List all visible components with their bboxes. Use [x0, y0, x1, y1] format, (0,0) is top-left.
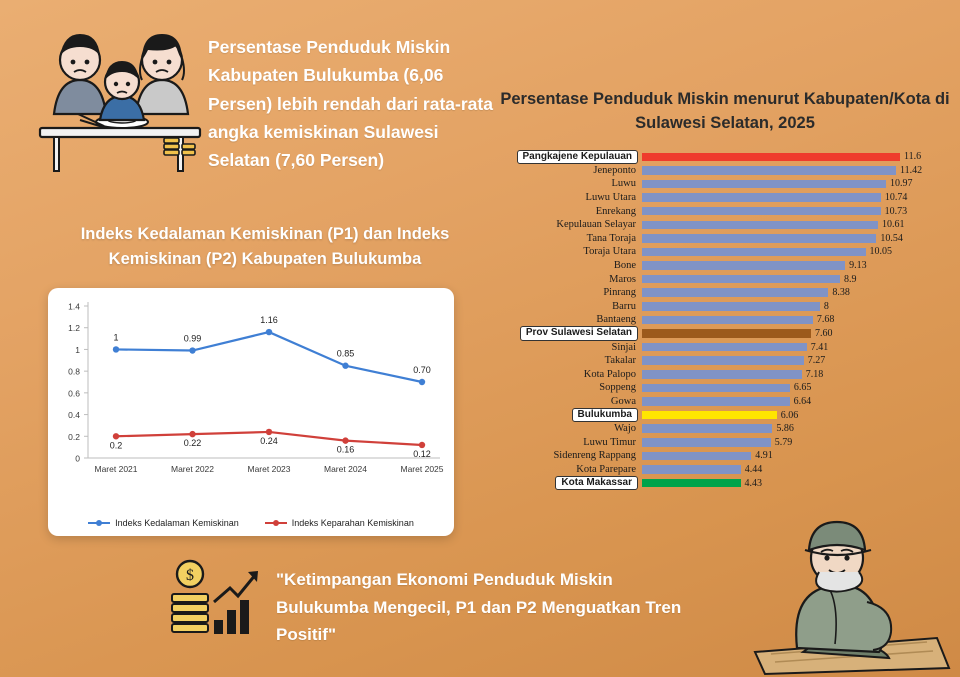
- bar-row: [490, 368, 950, 382]
- svg-text:$: $: [186, 567, 194, 584]
- data-point: [342, 363, 348, 369]
- bar-track: [642, 396, 950, 407]
- bar: [642, 411, 777, 420]
- bar-category-label: Bone: [613, 260, 636, 272]
- bar: [642, 302, 820, 311]
- bar-label-wrap: [490, 165, 642, 176]
- bar-label-wrap: [490, 219, 642, 230]
- bar-value-label: 10.74: [884, 192, 908, 204]
- bar-value-label: 4.44: [744, 463, 763, 475]
- bar-row: [490, 327, 950, 341]
- bar-label-wrap: [490, 206, 642, 217]
- bar-value-label: 7.27: [807, 355, 826, 367]
- bar-track: [642, 178, 950, 189]
- bar-track: [642, 342, 950, 353]
- bar-value-label: 8.9: [843, 273, 857, 285]
- left-chart-title: Indeks Kedalaman Kemiskinan (P1) dan Indeks Kemiskinan (P2) Kabupaten Bulukumba: [80, 225, 450, 268]
- x-tick-label: Maret 2021: [94, 464, 138, 474]
- bar-category-label: Luwu Timur: [583, 436, 636, 448]
- bar-category-label: Kota Makassar: [555, 476, 638, 491]
- bar-category-label: Toraja Utara: [583, 246, 636, 258]
- family-illustration: [18, 10, 218, 190]
- bar-label-wrap: [490, 369, 642, 380]
- data-point: [266, 429, 272, 435]
- bar-value-label: 10.97: [889, 178, 913, 190]
- data-label: 0.24: [260, 435, 278, 446]
- bar-row: [490, 245, 950, 259]
- bar: [642, 166, 896, 175]
- y-tick-label: 1.2: [68, 323, 80, 334]
- right-chart-title: Persentase Penduduk Miskin menurut Kabupaten/Kota di Sulawesi Selatan, 2025: [500, 90, 950, 132]
- bar-row: [490, 449, 950, 463]
- legend-swatch-p2: [265, 522, 287, 524]
- bar-value-label: 6.06: [780, 409, 799, 421]
- bar-value-label: 5.86: [776, 423, 794, 435]
- bar: [642, 452, 751, 461]
- bar: [642, 465, 741, 474]
- bar: [642, 193, 881, 202]
- bar-value-label: 6.64: [793, 395, 812, 407]
- bar-track: [642, 450, 950, 461]
- bar-category-label: Jeneponto: [593, 164, 636, 176]
- bar-value-label: 7.60: [815, 328, 833, 340]
- bar-category-label: Wajo: [614, 423, 636, 435]
- bar-label-wrap: [490, 260, 642, 271]
- bar-label-wrap: [490, 476, 642, 491]
- bar-row: [490, 463, 950, 477]
- bar: [642, 343, 807, 352]
- bar-row: [490, 191, 950, 205]
- bar-category-label: Tana Toraja: [586, 232, 636, 244]
- bar-track: [642, 301, 950, 312]
- bar-category-label: Bantaeng: [596, 314, 636, 326]
- bar-track: [642, 192, 950, 203]
- bar-label-wrap: [490, 355, 642, 366]
- bar-label-wrap: [490, 382, 642, 393]
- bar-category-label: Pangkajene Kepulauan: [517, 150, 638, 165]
- bar-value-label: 6.65: [793, 382, 812, 394]
- bar-value-label: 9.13: [849, 260, 867, 272]
- bar-value-label: 8: [823, 300, 829, 312]
- bar-label-wrap: [490, 178, 642, 189]
- bar: [642, 153, 900, 162]
- bar-row: [490, 177, 950, 191]
- line-chart-legend: [48, 518, 454, 528]
- elderly-man-illustration: [741, 502, 956, 677]
- y-tick-label: 0: [75, 453, 80, 464]
- bar-category-label: Luwu: [611, 178, 636, 190]
- bar-value-label: 10.73: [884, 205, 908, 217]
- bar-row: [490, 259, 950, 273]
- bar: [642, 248, 866, 257]
- y-tick-label: 0.2: [68, 431, 80, 442]
- bar-category-label: Soppeng: [599, 382, 636, 394]
- bar: [642, 397, 790, 406]
- bar-category-label: Barru: [612, 300, 636, 312]
- bar-category-label: Prov Sulawesi Selatan: [520, 326, 638, 341]
- bar-track: [642, 382, 950, 393]
- bar-track: [642, 219, 950, 230]
- bar-label-wrap: [490, 396, 642, 407]
- bar-category-label: Kota Palopo: [583, 368, 636, 380]
- bar-track: [642, 478, 950, 489]
- bar-label-wrap: [490, 437, 642, 448]
- data-label: 0.22: [183, 438, 202, 449]
- bar-track: [642, 246, 950, 257]
- y-tick-label: 0.4: [68, 410, 80, 421]
- bar-track: [642, 369, 950, 380]
- bar-category-label: Kepulauan Selayar: [556, 219, 636, 231]
- bar-row: [490, 204, 950, 218]
- bar-value-label: 7.68: [816, 314, 835, 326]
- bar: [642, 438, 771, 447]
- quote-text: "Ketimpangan Ekonomi Penduduk Miskin Bulukumba Mengecil, P1 dan P2 Menguatkan Tren Positif": [276, 570, 682, 645]
- data-label: 0.70: [413, 365, 431, 375]
- data-point: [113, 346, 119, 352]
- data-label: 0.99: [183, 333, 202, 344]
- bar: [642, 356, 804, 365]
- bar-row: [490, 164, 950, 178]
- bar: [642, 479, 741, 488]
- bar: [642, 275, 840, 284]
- bar-value-label: 10.05: [869, 246, 893, 258]
- y-tick-label: 1.4: [68, 301, 80, 312]
- bar-label-wrap: [490, 450, 642, 461]
- data-label: 0.85: [336, 348, 355, 359]
- bar-row: [490, 286, 950, 300]
- bar-row: [490, 422, 950, 436]
- bar-row: [490, 272, 950, 286]
- bar-row: [490, 232, 950, 246]
- y-tick-label: 0.8: [68, 366, 80, 377]
- bar-label-wrap: [490, 274, 642, 285]
- bar-label-wrap: [490, 233, 642, 244]
- money-growth-icon: [160, 558, 264, 644]
- bar-row: [490, 476, 950, 490]
- bar-category-label: Kota Parepare: [576, 463, 636, 475]
- bar: [642, 370, 802, 379]
- x-tick-label: Maret 2023: [247, 464, 291, 474]
- bar-row: [490, 150, 950, 164]
- bar-label-wrap: [490, 423, 642, 434]
- bar: [642, 288, 828, 297]
- headline-text: Persentase Penduduk Miskin Kabupaten Bulukumba (6,06 Persen) lebih rendah dari rata-rata angka kemiskinan Sulawesi Selatan (7,60 Persen): [208, 37, 493, 171]
- bar-value-label: 5.79: [774, 436, 793, 448]
- bar-value-label: 7.41: [810, 341, 829, 353]
- line-chart-plot: [48, 288, 454, 498]
- data-point: [113, 433, 119, 439]
- bar-label-wrap: [490, 192, 642, 203]
- bar-value-label: 10.54: [880, 232, 903, 244]
- data-point: [342, 437, 348, 443]
- data-label: 0.12: [413, 448, 431, 459]
- bar-label-wrap: [490, 464, 642, 475]
- bar-track: [642, 437, 950, 448]
- y-tick-label: 0.6: [68, 388, 80, 399]
- bar-track: [642, 464, 950, 475]
- bar-track: [642, 233, 950, 244]
- bar-track: [642, 165, 950, 176]
- data-point: [419, 379, 425, 385]
- bar: [642, 329, 811, 338]
- data-label: 0.16: [336, 444, 355, 455]
- bar: [642, 424, 772, 433]
- x-tick-label: Maret 2022: [171, 464, 214, 474]
- legend-item-p1: [88, 518, 239, 528]
- legend-item-p2: [265, 518, 414, 528]
- bar-row: [490, 395, 950, 409]
- bar: [642, 384, 790, 393]
- line-chart-card: [48, 288, 454, 536]
- bar-track: [642, 355, 950, 366]
- bar-track: [642, 274, 950, 285]
- bar-row: [490, 340, 950, 354]
- bar-row: [490, 435, 950, 449]
- x-tick-label: Maret 2025: [400, 464, 444, 474]
- bar: [642, 234, 876, 243]
- bar-value-label: 11.6: [904, 151, 922, 163]
- bar-category-label: Enrekang: [595, 205, 636, 217]
- bar-label-wrap: [490, 246, 642, 257]
- bar-track: [642, 328, 950, 339]
- legend-label-p1: Indeks Kedalaman Kemiskinan: [115, 518, 239, 528]
- bar-track: [642, 410, 950, 421]
- bar-category-label: Gowa: [610, 395, 636, 407]
- bar-category-label: Luwu Utara: [585, 192, 636, 204]
- bar-row: [490, 381, 950, 395]
- data-point: [419, 442, 425, 448]
- bar-row: [490, 218, 950, 232]
- bar-row: [490, 313, 950, 327]
- bar-label-wrap: [490, 301, 642, 312]
- bar-row: [490, 354, 950, 368]
- bar-category-label: Sinjai: [611, 341, 636, 353]
- bar-row: [490, 408, 950, 422]
- bar: [642, 207, 881, 216]
- bar-value-label: 8.38: [832, 287, 850, 299]
- line-series: [116, 332, 422, 382]
- bar-track: [642, 151, 950, 162]
- poverty-bar-chart: [490, 150, 950, 490]
- bar-label-wrap: [490, 342, 642, 353]
- bar-track: [642, 206, 950, 217]
- bar-category-label: Pinrang: [603, 287, 636, 299]
- bar: [642, 316, 813, 325]
- data-point: [189, 431, 195, 437]
- bar-value-label: 4.91: [755, 450, 773, 462]
- bar: [642, 180, 886, 189]
- data-point: [266, 329, 272, 335]
- y-tick-label: 1: [75, 344, 80, 355]
- bar-row: [490, 300, 950, 314]
- data-label: 1.16: [260, 315, 278, 326]
- bar-value-label: 7.18: [805, 368, 824, 380]
- bar-track: [642, 314, 950, 325]
- x-tick-label: Maret 2024: [324, 464, 367, 474]
- data-label: 1: [113, 332, 119, 343]
- bar-value-label: 11.42: [899, 164, 923, 176]
- bar: [642, 221, 878, 230]
- bar-track: [642, 423, 950, 434]
- bar-label-wrap: [490, 287, 642, 298]
- bar: [642, 261, 845, 270]
- bar-label-wrap: [490, 314, 642, 325]
- bar-category-label: Maros: [609, 273, 636, 285]
- bar-label-wrap: [490, 150, 642, 165]
- bar-category-label: Takalar: [604, 355, 636, 367]
- bar-value-label: 10.61: [881, 219, 905, 231]
- data-label: 0.2: [109, 440, 123, 451]
- bar-category-label: Sidenreng Rappang: [553, 450, 636, 462]
- bar-label-wrap: [490, 326, 642, 341]
- bar-track: [642, 287, 950, 298]
- data-point: [189, 347, 195, 353]
- bar-label-wrap: [490, 408, 642, 423]
- bar-value-label: 4.43: [744, 477, 763, 489]
- bar-category-label: Bulukumba: [572, 408, 638, 423]
- bar-track: [642, 260, 950, 271]
- legend-label-p2: Indeks Keparahan Kemiskinan: [291, 518, 414, 528]
- legend-swatch-p1: [88, 522, 110, 524]
